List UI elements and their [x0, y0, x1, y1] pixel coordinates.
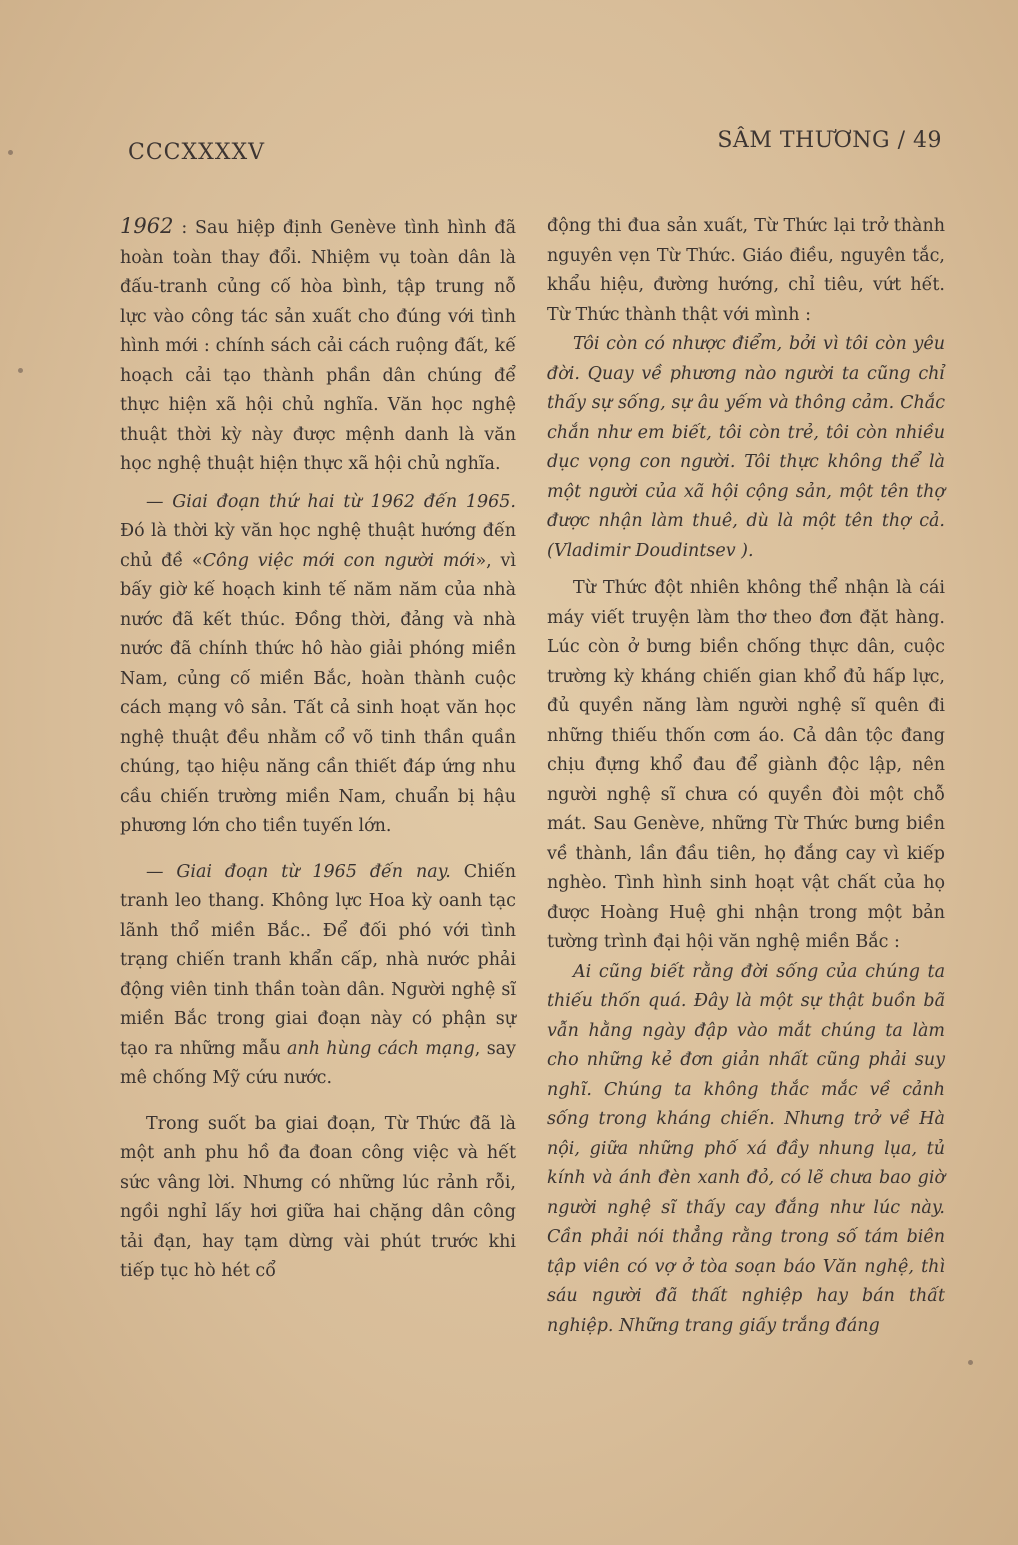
theme-title: Công việc mới con người mới [202, 550, 476, 571]
paragraph-tu-thuc: Trong suốt ba giai đoạn, Từ Thức đã là một anh phu hồ đa đoan công việc và hết sức vâng lời. Nhưng có những lúc rảnh rỗi, ngồi nghỉ lấy hơi giữa hai chặng dân công tải đạn, hay tạm dừng vài phút trước khi tiếp tục hò hét cổ [120, 1113, 516, 1281]
quote-source: (Vladimir Doudintsev ). [547, 540, 754, 561]
paragraph-1962-1965 [120, 488, 516, 842]
quote-hoang-hue-report: Ai cũng biết rằng đời sống của chúng ta thiếu thốn quá. Đây là một sự thật buồn bã vẫn hằng ngày đập vào mắt chúng ta làm cho những kẻ đơn giản nhất cũng phải suy nghĩ. Chúng ta không thắc mắc về cảnh sống trong kháng chiến. Nhưng trở về Hà nội, giữa những phố xá đầy nhung lụa, tủ kính và ánh đèn xanh đỏ, có lẽ chưa bao giờ người nghệ sĩ thấy cay đắng như lúc này. Cần phải nói thẳng rằng trong số tám biên tập viên có vợ ở tòa soạn báo Văn nghệ, thì sáu người đã thất nghiệp hay bán thất nghiệp. Những trang giấy trắng đáng [547, 961, 945, 1336]
period-heading: — Giai đoạn từ 1965 đến nay. [146, 861, 451, 882]
paragraph-1965-now [120, 858, 516, 1094]
left-column [120, 212, 516, 1287]
period-heading: — Giai đoạn thứ hai từ 1962 đến 1965. [146, 491, 516, 512]
paragraph-1962 [120, 212, 516, 480]
right-column [547, 212, 945, 1341]
paragraph-text: : Sau hiệp định Genève tình hình đã hoàn toàn thay đổi. Nhiệm vụ toàn dân là đấu-tranh củng cố hòa bình, tập trung nỗ lực vào công tác sản xuất cho đúng với tình hình mới : chính sách cải cách ruộng đất, kế hoạch cải tạo thành phần dân chúng để thực hiện xã hội chủ nghĩa. Văn học nghệ thuật thời kỳ này được mệnh danh là văn học nghệ thuật hiện thực xã hội chủ nghĩa. [120, 218, 516, 474]
running-head-page-number: SÂM THƯƠNG / 49 [717, 128, 942, 153]
year-label: 1962 [120, 214, 174, 238]
paper-speck [18, 368, 23, 373]
chapter-number: CCCXXXXV [128, 140, 266, 165]
emphasis-text: anh hùng cách mạng [287, 1038, 475, 1059]
quote-text: Tôi còn có nhược điểm, bởi vì tôi còn yêu đời. Quay về phương nào người ta cũng chỉ thấy sự sống, sự âu yếm và thông cảm. Chắc chắn như em biết, tôi còn trẻ, tôi còn nhiều dục vọng con người. Tôi thực không thể là một người của xã hội cộng sản, một tên thợ được nhận làm thuê, dù là một tên thợ cả. [547, 334, 945, 531]
paper-speck [8, 150, 13, 155]
paragraph-after-geneve: Từ Thức đột nhiên không thể nhận là cái máy viết truyện làm thơ theo đơn đặt hàng. Lúc còn ở bưng biền chống thực dân, cuộc trường kỳ kháng chiến gian khổ đủ hấp lực, đủ quyền năng làm người nghệ sĩ quên đi những thiếu thốn cơm áo. Cả dân tộc đang chịu đựng khổ đau để giành độc lập, nên người nghệ sĩ chưa có quyền đòi một chỗ mát. Sau Genève, những Từ Thức bưng biền về thành, lần đầu tiên, họ đắng cay vì kiếp nghèo. Tình hình sinh hoạt vật chất của họ được Hoàng Huệ ghi nhận trong một bản tường trình đại hội văn nghệ miền Bắc : [547, 578, 945, 952]
paragraph-text: , say mê chống Mỹ cứu nước. [120, 1038, 516, 1088]
paragraph-text: », vì bấy giờ kế hoạch kinh tế năm năm của nhà nước đã kết thúc. Đồng thời, đảng và nhà nước đã chính thức hô hào giải phóng miền Nam, củng cố miền Bắc, hoàn thành cuộc cách mạng vô sản. Tất cả sinh hoạt văn học nghệ thuật đều nhằm cổ võ tinh thần quần chúng, tạo hiệu năng cần thiết đáp ứng nhu cầu chiến trường miền Nam, chuẩn bị hậu phương lớn cho tiền tuyến lớn. [120, 550, 516, 836]
paragraph-text: Đó là thời kỳ văn học nghệ thuật hướng đến chủ đề « [120, 521, 516, 571]
paragraph-continued: động thi đua sản xuất, Từ Thức lại trở thành nguyên vẹn Từ Thức. Giáo điều, nguyên tắc, khẩu hiệu, đường hướng, chỉ tiêu, vứt hết. Từ Thức thành thật với mình : [547, 216, 945, 325]
quote-doudintsev [547, 330, 945, 566]
paper-speck [968, 1360, 973, 1365]
paragraph-text: Chiến tranh leo thang. Không lực Hoa kỳ oanh tạc lãnh thổ miền Bắc.. Để đối phó với tình trạng chiến tranh khẩn cấp, nhà nước phải động viên tinh thần toàn dân. Người nghệ sĩ miền Bắc trong giai đoạn này có phận sự tạo ra những mẫu [120, 861, 516, 1059]
